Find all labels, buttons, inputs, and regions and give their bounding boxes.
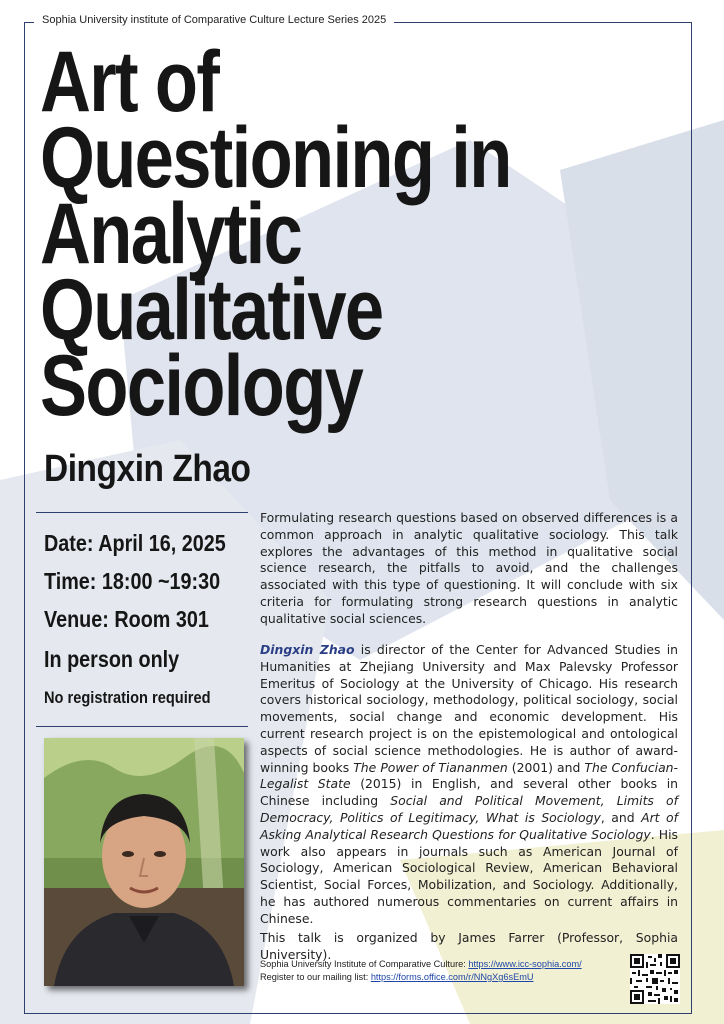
book-title: Social and Political Movement, Limits of Democracy, Politics of Legitimacy, What is Sociology	[260, 793, 679, 825]
footer-line-website	[260, 958, 640, 971]
book-title: The Power of Tiananmen	[353, 759, 508, 775]
footer-links	[260, 958, 640, 984]
title-line: Questioning in	[40, 110, 511, 206]
mailing-list-link[interactable]: https://forms.office.com/r/NNgXg6sEmU	[370, 972, 534, 982]
event-date: Date: April 16, 2025	[44, 530, 226, 556]
qr-code[interactable]	[630, 954, 680, 1004]
title-line: Qualitative	[40, 262, 383, 358]
title-line: Sociology	[40, 338, 363, 434]
title-line: Analytic	[40, 186, 302, 282]
abstract-paragraph: Formulating research questions based on observed differences is a common approach in analytic qualitative sociology. This talk explores the advantages of this method in qualitative social science research, the pitfalls to avoid, and the challenges associated with this type of questioning. It will conclude with six criteria for formulating strong research questions in analytic qualitative social sciences.	[260, 510, 678, 626]
bio-text: (2015) in English, and several other books in Chinese including	[260, 776, 679, 809]
bio-text: (2001) and	[507, 759, 585, 775]
footer-label: Register to our mailing list:	[260, 972, 371, 982]
divider-bottom	[36, 726, 248, 727]
event-venue: Venue: Room 301	[44, 606, 209, 632]
speaker-photo	[44, 738, 244, 986]
event-mode: In person only	[44, 646, 180, 672]
organizer-note: This talk is organized by James Farrer (Professor, Sophia University).	[260, 930, 678, 962]
event-time: Time: 18:00 ~19:30	[44, 568, 221, 594]
book-title: The Confucian-Legalist State	[260, 759, 678, 792]
event-registration: No registration required	[44, 688, 211, 707]
series-label: Sophia University institute of Comparative Culture Lecture Series 2025	[34, 14, 394, 26]
speaker-name: Dingxin Zhao	[44, 448, 251, 490]
bio-text: . His work also appears in journals such as American Journal of Sociology, American Sociological Review, American Behavioral Scientist, Social Forces, Mobilization, and Sociology. Additionally, he has authored numerous commentaries on current affairs in Chinese.	[260, 826, 678, 926]
bio-text: is director of the Center for Advanced Studies in Humanities at Zhejiang University and Max Palevsky Professor Emeritus of Sociology at the University of Chicago. His research covers historical sociology, methodology, political sociology, social movements, social change and economic development. His current research project is on the epistemological and ontological aspects of social science methodologies. He is author of award-winning books	[260, 642, 678, 775]
lecture-title	[40, 34, 565, 434]
bio-name: Dingxin Zhao	[260, 642, 355, 657]
divider-top	[36, 512, 248, 513]
title-line: Art of	[40, 34, 219, 130]
bio-paragraph	[260, 642, 678, 928]
footer-line-mailing	[260, 971, 640, 984]
website-link[interactable]: https://www.icc-sophia.com/	[468, 959, 582, 969]
footer-label: Sophia University Institute of Comparative Culture:	[260, 959, 469, 969]
bio-text: , and	[600, 809, 642, 825]
book-title: Art of Asking Analytical Research Questions for Qualitative Sociology	[260, 809, 678, 842]
